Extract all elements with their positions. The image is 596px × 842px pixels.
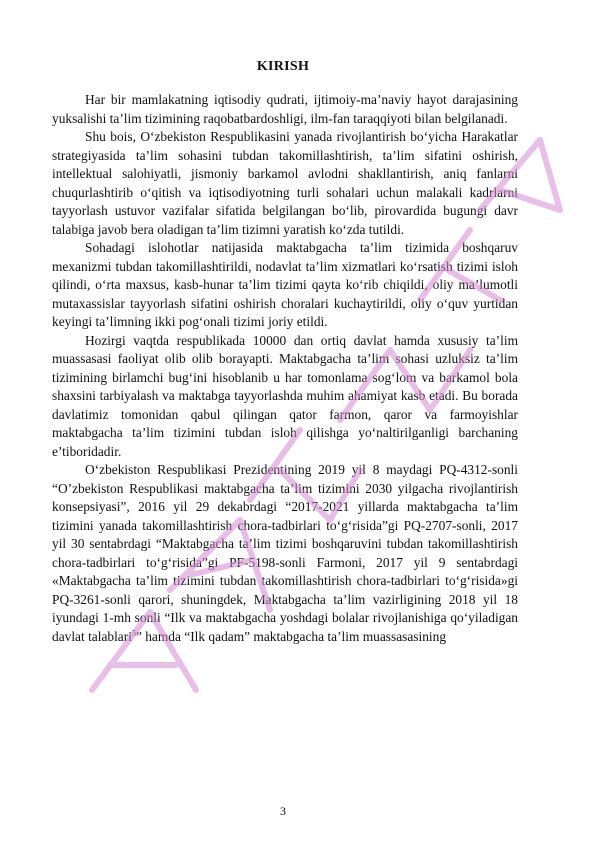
paragraph-2: Shu bois, O‘zbekiston Respublikasini yanada rivojlantirish bo‘yicha Harakatlar strategiyasida ta’lim sohasini tubdan takomillashtirish, ta’lim sifatini oshirish, intellektual salohiyatli, jismoniy barkamol avlodni shakllantirish, aniq fanlarni chuqurlashtirib o‘qitish va iqtisodiyotning turli sohalari uchun malakali kadrlarni tayyorlash ustuvor vazifalar sifatida belgilangan bo‘lib, pirovardida bugungi davr talabiga javob bera oladigan ta’lim tizimni yaratish ko‘zda tutildi. [52,129,518,237]
paragraph-4: Hozirgi vaqtda respublikada 10000 dan ortiq davlat hamda xususiy ta’lim muassasasi faoliyat olib olib borayapti. Maktabgacha ta’lim sohasi uzluksiz ta’lim tizimining birlamchi bug‘ini hisoblanib u har tomonlama sog‘lom va barkamol bola shaxsini tarbiyalash va maktabga tayyorlashda muhim ahamiyat kasb etadi. Bu borada davlatimiz tomonidan qabul qilingan qator farmon, qaror va farmoyishlar maktabgacha ta’lim tizimini tubdan isloh qilishga yo‘naltirilganligi barchaning e’tiboridadir. [52,332,518,459]
page-title: KIRISH [256,59,310,74]
paragraph-5-tail: ” hamda “Ilk qadam” maktabgacha ta’lim muassasasining [135,628,447,644]
paragraph-5 [52,461,518,646]
footnote-mark: 5 [131,628,136,638]
paragraph-1: Har bir mamlakatning iqtisodiy qudrati, ijtimoiy-ma’naviy hayot darajasining yuksalishi ta’lim tizimining raqobatbardoshligi, ilm-fan taraqqiyoti bilan belgilanadi. [52,92,518,126]
paragraph-5-text: O‘zbekiston Respublikasi Prezidentining 2019 yil 8 maydagi PQ-4312-sonli “O’zbekiston Respublikasi maktabgacha ta’lim tizimini 2030 yilgacha rivojlantirish konsepsiyasi”, 2016 yil 29 dekabrdagi “2017-2021 yillarda maktabgacha ta’lim tizimini yanada takomillashtirish chora-tadbirlari to‘g‘risida”gi PQ-2707-sonli, 2017 yil 30 sentabrdagi “Maktabgacha ta’lim tizimi boshqaruvini tubdan takomillashtirish chora-tadbirlari to‘g‘risida”gi PF-5198-sonli Farmoni, 2017 yil 9 sentabrdagi «Maktabgacha ta’lim tizimini tubdan takomillashtirish chora-tadbirlari to‘g‘risida»gi PQ-3261-sonli qarori, shuningdek, Maktabgacha ta’lim vazirligining 2018 yil 18 iyundagi 1-mh sonli “Ilk va maktabgacha yoshdagi bolalar rivojlanishiga qo‘yiladigan davlat talablari [52,462,518,644]
page-number: 3 [280,804,286,818]
body-text [52,91,518,646]
paragraph-3: Sohadagi islohotlar natijasida maktabgacha ta’lim tizimida boshqaruv mexanizmi tubdan takomillashtirildi, nodavlat ta’lim xizmatlari ko‘rsatish tizimi isloh qilindi, o‘rta maxsus, kasb-hunar ta’lim tizimi qayta ko‘rib chiqildi, oliy ma’lumotli mutaxassislar tayyorlash sifatini oshirish choralari kuchaytirildi, oliy o‘quv yurtidan keyingi ta’limning ikki pog‘onali tizimi joriy etildi. [52,240,518,329]
